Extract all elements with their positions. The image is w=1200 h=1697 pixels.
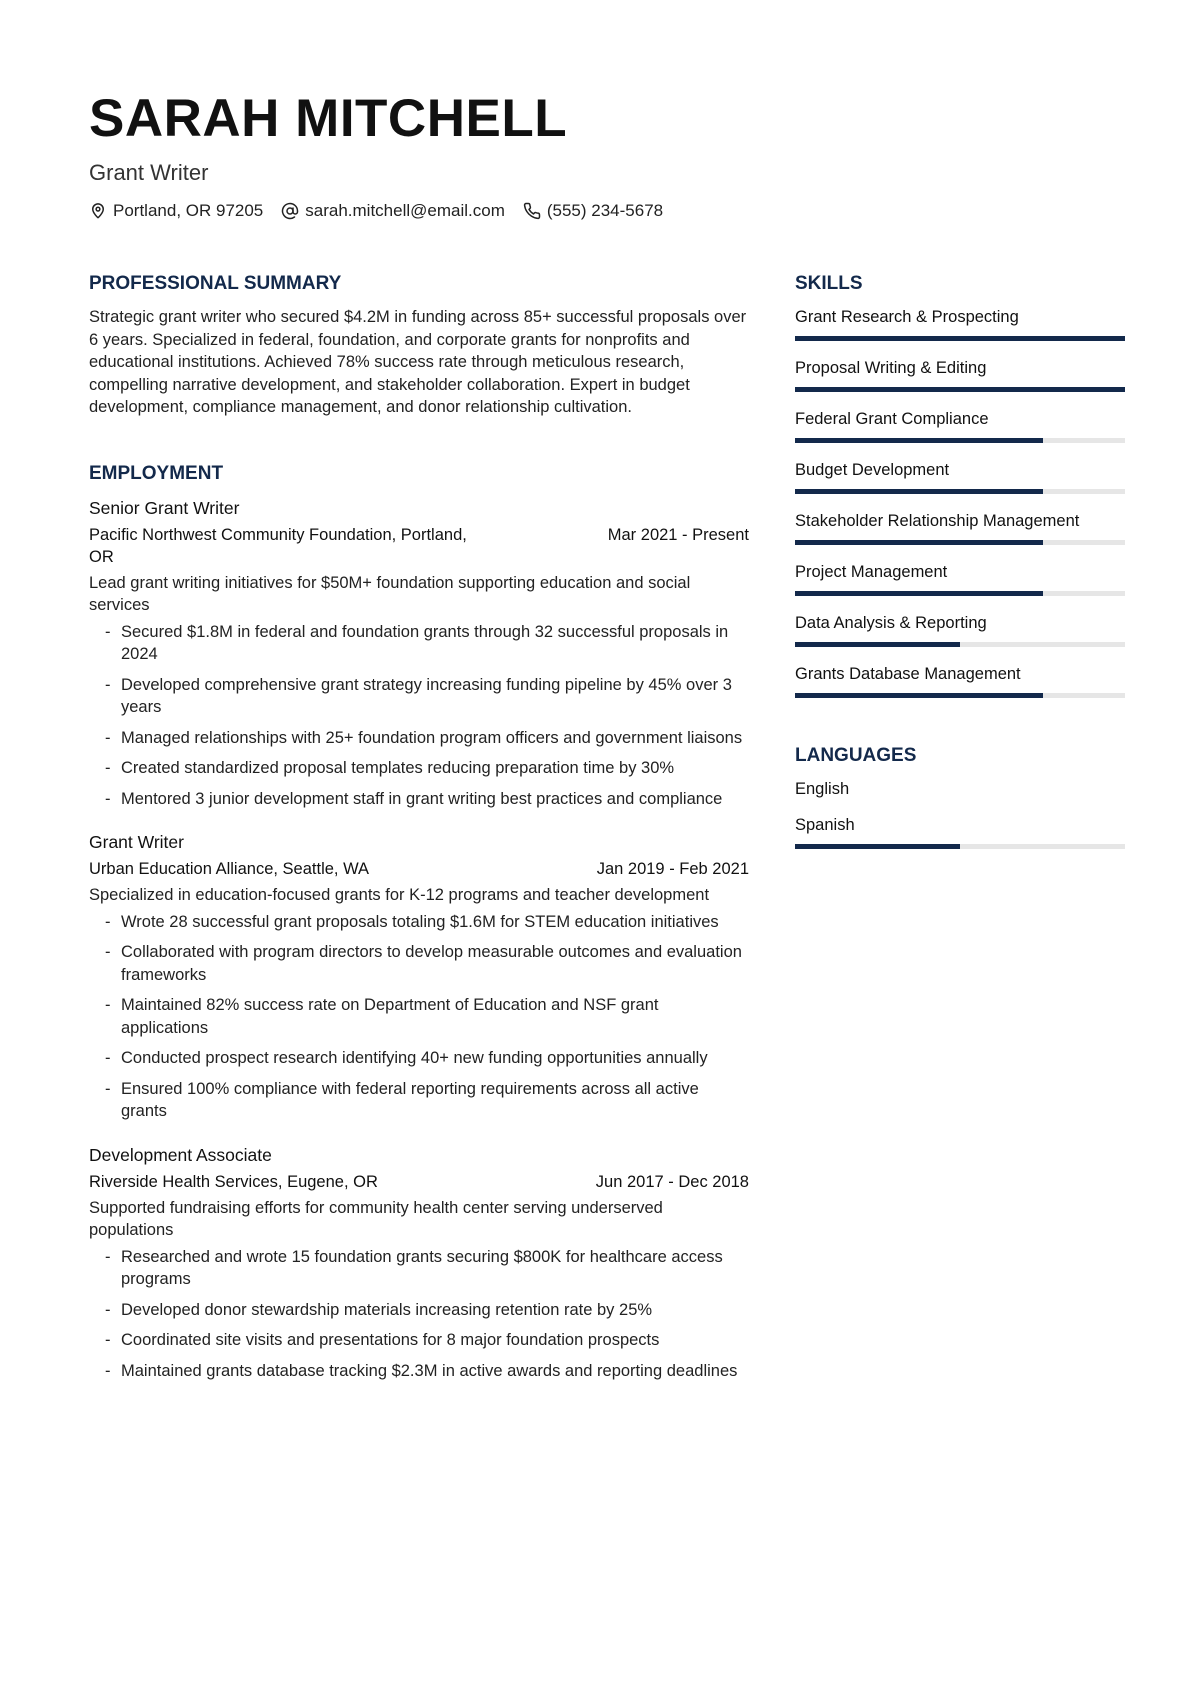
language-name: Spanish [795,816,855,834]
skill-level-bar [795,540,1125,545]
bullet-item: - Managed relationships with 25+ foundation program officers and government liaisons [105,728,743,747]
skill-name: Data Analysis & Reporting [795,614,987,632]
skill-level-fill [795,591,1043,596]
skill-level-bar [795,438,1125,443]
skill-name: Project Management [795,563,948,581]
skill-level-bar [795,591,1125,596]
phone-text: (555) 234-5678 [546,201,664,220]
bullet-item: - Maintained grants database tracking $2.3M in active awards and reporting deadlines [105,1361,738,1380]
employment-section [89,462,749,1383]
phone-icon [523,202,541,220]
contact-row [89,201,681,221]
skills-heading: SKILLS [795,273,863,294]
job-dates: Mar 2021 - Present [607,525,749,544]
bullet-item: - Developed donor stewardship materials increasing retention rate by 25% [105,1300,653,1319]
job-description: Supported fundraising efforts for community health center serving underserved populations [89,1198,663,1239]
bullet-text: Coordinated site visits and presentations for 8 major foundation prospects [121,1331,660,1349]
language-item [795,814,1125,849]
language-item [795,778,1125,800]
language-level-bar [795,844,1125,849]
skill-level-fill [795,438,1043,443]
bullet-item: - Developed comprehensive grant strategy increasing funding pipeline by 45% over 3 years [105,675,732,716]
bullet-item: - Secured $1.8M in federal and foundation grants through 32 successful proposals in 2024 [105,622,729,663]
job-entry [89,1143,749,1383]
bullet-text: Developed donor stewardship materials increasing retention rate by 25% [121,1300,653,1319]
skill-item [795,357,1125,392]
bullet-item: - Mentored 3 junior development staff in grant writing best practices and compliance [105,789,723,808]
languages-heading: LANGUAGES [795,745,917,766]
bullet-text: Collaborated with program directors to develop measurable outcomes and evaluation frameworks [121,943,742,984]
languages-section [795,744,1125,849]
bullet-text: Mentored 3 junior development staff in grant writing best practices and compliance [121,789,723,808]
summary-heading: PROFESSIONAL SUMMARY [89,273,342,294]
skill-item [795,459,1125,494]
skill-name: Budget Development [795,461,950,479]
skill-level-fill [795,387,1125,392]
bullet-text: Wrote 28 successful grant proposals totaling $1.6M for STEM education initiatives [121,912,719,931]
skill-level-bar [795,387,1125,392]
candidate-name: SARAH MITCHELL [89,89,568,148]
sidebar-column [795,272,1125,863]
job-entry [89,496,749,811]
bullet-item: - Researched and wrote 15 foundation grants securing $800K for healthcare access programs [105,1247,723,1288]
contact-location [89,201,263,221]
location-text: Portland, OR 97205 [113,201,264,220]
skill-name: Grant Research & Prospecting [795,308,1019,326]
job-bullets [89,621,749,811]
bullet-text: Developed comprehensive grant strategy increasing funding pipeline by 45% over 3 years [121,675,732,716]
job-role: Senior Grant Writer [89,497,240,518]
bullet-text: Created standardized proposal templates reducing preparation time by 30% [121,759,675,777]
skill-name: Proposal Writing & Editing [795,359,987,377]
job-company: Riverside Health Services, Eugene, OR [89,1172,378,1191]
skill-level-fill [795,336,1125,341]
bullet-item: - Created standardized proposal templates reducing preparation time by 30% [105,759,675,777]
bullet-item: - Collaborated with program directors to develop measurable outcomes and evaluation frameworks [105,943,742,984]
skills-section [795,272,1125,698]
bullet-text: Conducted prospect research identifying 40+ new funding opportunities annually [121,1049,708,1067]
job-company: Pacific Northwest Community Foundation, Portland, OR [89,525,467,566]
job-description: Lead grant writing initiatives for $50M+ foundation supporting education and social services [89,573,691,614]
bullet-item: - Ensured 100% compliance with federal reporting requirements across all active grants [105,1079,699,1120]
bullet-item: - Wrote 28 successful grant proposals totaling $1.6M for STEM education initiatives [105,912,719,931]
skill-level-bar [795,489,1125,494]
skill-level-fill [795,693,1043,698]
summary-section [89,272,749,419]
job-meta [89,858,749,880]
bullet-text: Secured $1.8M in federal and foundation grants through 32 successful proposals in 2024 [121,622,729,663]
job-dates: Jan 2019 - Feb 2021 [596,860,749,878]
bullet-item: - Coordinated site visits and presentations for 8 major foundation prospects [105,1331,660,1349]
skill-item [795,612,1125,647]
contact-phone [523,201,663,221]
at-sign-icon [281,202,299,220]
skill-level-fill [795,540,1043,545]
skill-name: Federal Grant Compliance [795,410,989,428]
bullet-text: Maintained grants database tracking $2.3M in active awards and reporting deadlines [121,1361,738,1380]
job-description: Specialized in education-focused grants for K-12 programs and teacher development [89,886,710,904]
job-role: Grant Writer [89,832,184,852]
summary-text: Strategic grant writer who secured $4.2M in funding across 85+ successful proposals over 6 years. Specialized in federal, foundation, and corporate grants for nonprofits and educational institutions. Achieved 78% success rate through meticulous research, compelling narrative development, and stakeholder collaboration. Expert in budget development, compliance management, and donor relationship cultivation. [89,308,747,416]
skill-item [795,306,1125,341]
skill-item [795,561,1125,596]
skill-level-bar [795,693,1125,698]
bullet-text: Maintained 82% success rate on Department of Education and NSF grant applications [121,996,659,1037]
skill-name: Stakeholder Relationship Management [795,512,1080,530]
job-dates: Jun 2017 - Dec 2018 [595,1172,749,1191]
bullet-item: - Maintained 82% success rate on Department of Education and NSF grant applications [105,996,659,1037]
contact-email [281,201,505,221]
language-name: English [795,780,850,798]
main-column [89,272,749,1390]
skill-level-bar [795,642,1125,647]
job-entry [89,830,749,1123]
skill-name: Grants Database Management [795,665,1021,683]
bullet-text: Ensured 100% compliance with federal reporting requirements across all active grants [121,1079,699,1120]
candidate-title: Grant Writer [89,160,209,185]
email-text: sarah.mitchell@email.com [305,201,505,220]
job-bullets [89,911,749,1123]
job-meta [89,524,749,568]
map-pin-icon [89,202,107,220]
employment-heading: EMPLOYMENT [89,462,224,484]
skill-level-bar [795,336,1125,341]
job-bullets [89,1246,749,1383]
skill-level-fill [795,489,1043,494]
skill-level-fill [795,642,960,647]
skill-item [795,663,1125,698]
bullet-item: - Conducted prospect research identifying 40+ new funding opportunities annually [105,1049,708,1067]
language-level-fill [795,844,960,849]
skill-item [795,408,1125,443]
bullet-text: Managed relationships with 25+ foundation program officers and government liaisons [121,728,743,747]
job-role: Development Associate [89,1144,272,1165]
skill-item [795,510,1125,545]
job-meta [89,1171,749,1193]
bullet-text: Researched and wrote 15 foundation grants securing $800K for healthcare access programs [121,1247,723,1288]
job-company: Urban Education Alliance, Seattle, WA [89,860,370,878]
